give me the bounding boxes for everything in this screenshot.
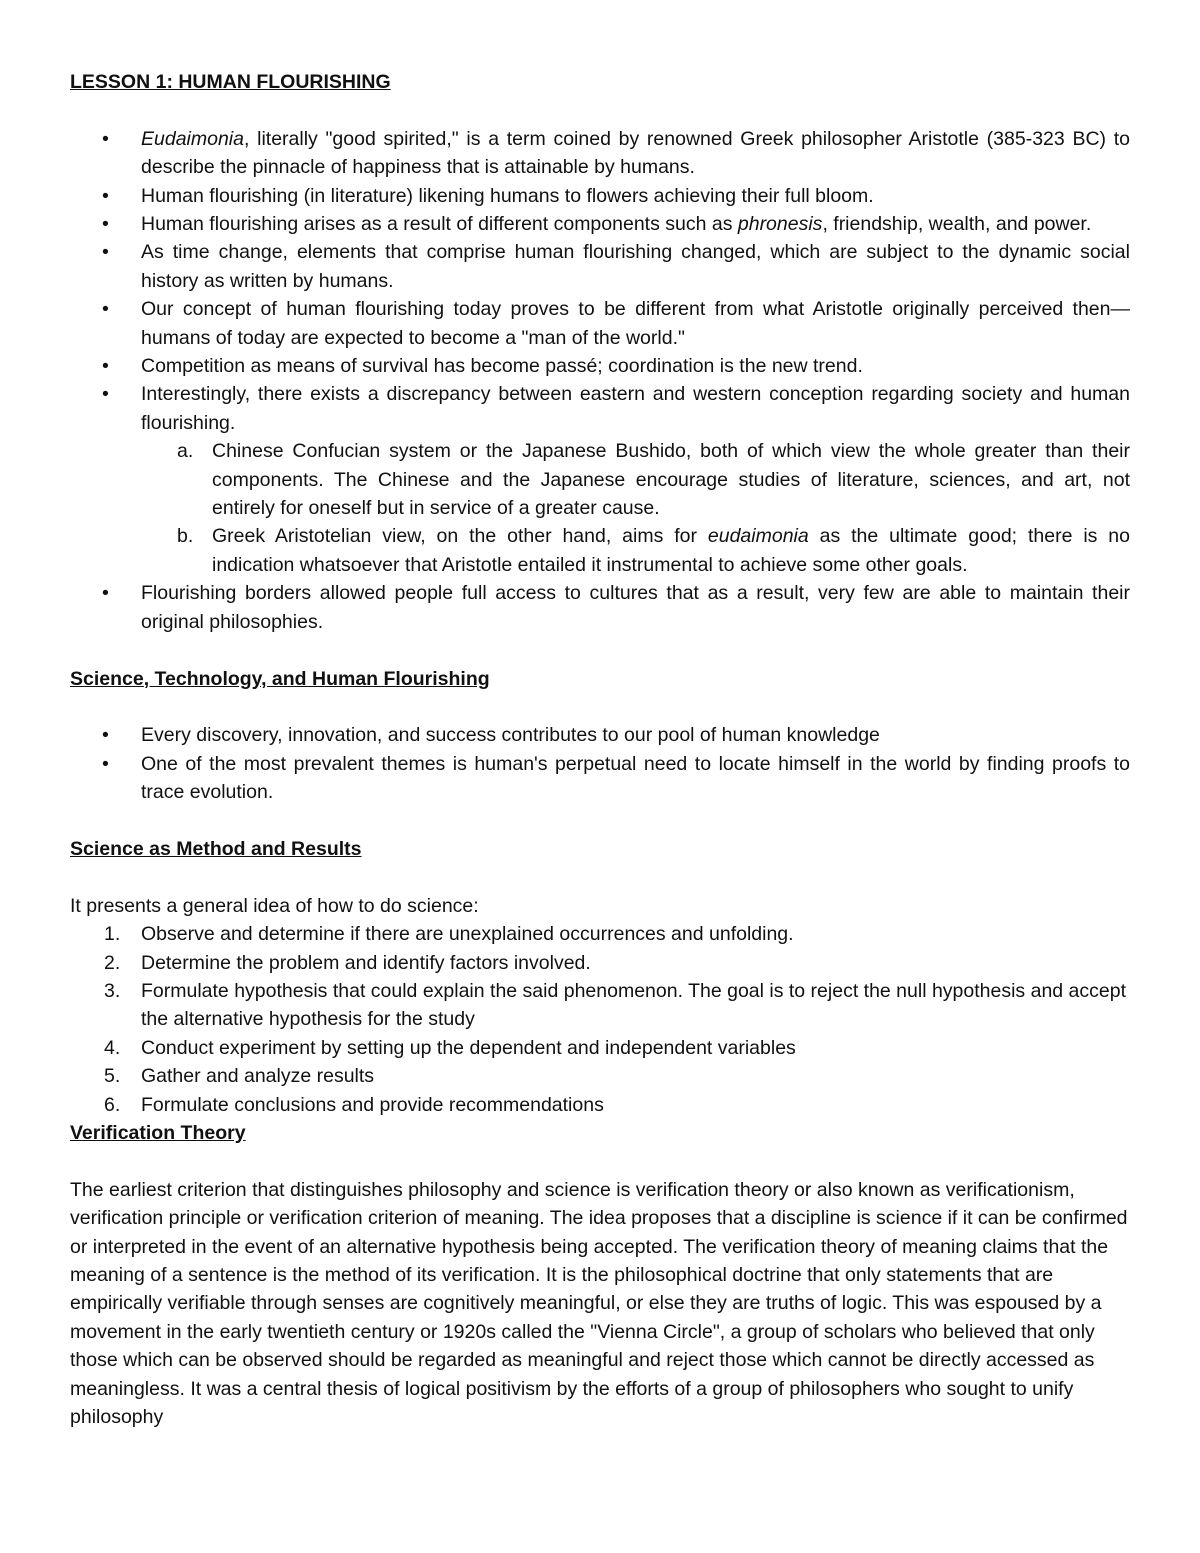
sub-list bbox=[141, 437, 1130, 579]
stf-bullet-list bbox=[70, 721, 1130, 806]
step-text: Conduct experiment by setting up the dependent and independent variables bbox=[141, 1036, 796, 1059]
list-item bbox=[70, 210, 1130, 238]
step-text: Formulate hypothesis that could explain the said phenomenon. The goal is to reject the null hypothesis and accept the alternative hypothesis for the study bbox=[141, 979, 1127, 1031]
numbered-item bbox=[70, 977, 1130, 1034]
sub-list-item bbox=[141, 522, 1130, 579]
bullet-text: Human flourishing arises as a result of different components such as bbox=[141, 213, 738, 236]
lesson-title: LESSON 1: HUMAN FLOURISHING bbox=[70, 71, 391, 93]
step-text: Formulate conclusions and provide recommendations bbox=[141, 1093, 604, 1116]
lesson-bullet-list bbox=[70, 125, 1130, 636]
term-eudaimonia: eudaimonia bbox=[707, 525, 809, 548]
method-steps-list bbox=[70, 920, 1130, 1119]
sub-item-text: Greek Aristotelian view, on the other hand, aims for bbox=[212, 525, 708, 548]
step-text: Gather and analyze results bbox=[141, 1065, 375, 1088]
list-marker: 1. bbox=[104, 923, 121, 946]
sub-list-item bbox=[141, 437, 1130, 522]
sub-item-text: as the ultimate good; there is no indication whatsoever that Aristotle entailed it instrumental to achieve some other goals. bbox=[212, 525, 1130, 576]
numbered-item bbox=[70, 1062, 1130, 1090]
section-heading-method: Science as Method and Results bbox=[70, 837, 362, 860]
list-item bbox=[70, 380, 1130, 579]
list-item bbox=[70, 125, 1130, 182]
list-item: • Human flourishing (in literature) likening humans to flowers achieving their full bloom. bbox=[70, 182, 1130, 210]
bullet-text: Interestingly, there exists a discrepancy between eastern and western conception regarding society and human flourishing. bbox=[141, 383, 1130, 434]
list-item: • Our concept of human flourishing today proves to be different from what Aristotle originally perceived then—humans of today are expected to become a "man of the world." bbox=[70, 295, 1130, 352]
list-marker: 2. bbox=[104, 951, 121, 974]
list-item: • One of the most prevalent themes is human's perpetual need to locate himself in the world by finding proofs to trace evolution. bbox=[70, 750, 1130, 807]
bullet-text: , friendship, wealth, and power. bbox=[822, 213, 1092, 236]
list-marker: 3. bbox=[104, 979, 121, 1002]
list-marker: 6. bbox=[104, 1093, 121, 1116]
numbered-item bbox=[70, 1091, 1130, 1119]
bullet-text: , literally "good spirited," is a term coined by renowned Greek philosopher Aristotle (385-323 BC) to describe the pinnacle of happiness that is attainable by humans. bbox=[141, 127, 1130, 179]
document-page bbox=[70, 68, 1130, 1431]
list-item: • Competition as means of survival has become passé; coordination is the new trend. bbox=[70, 352, 1130, 380]
term-phronesis: phronesis bbox=[737, 213, 823, 236]
list-marker: 4. bbox=[104, 1036, 121, 1059]
list-item: • Flourishing borders allowed people full access to cultures that as a result, very few are able to maintain their original philosophies. bbox=[70, 579, 1130, 636]
method-intro: It presents a general idea of how to do science: bbox=[70, 894, 479, 917]
list-item: • As time change, elements that comprise human flourishing changed, which are subject to the dynamic social history as written by humans. bbox=[70, 238, 1130, 295]
step-text: Determine the problem and identify factors involved. bbox=[141, 951, 591, 974]
term-eudaimonia: Eudaimonia bbox=[141, 127, 244, 150]
numbered-item bbox=[70, 1034, 1130, 1062]
section-heading-stf: Science, Technology, and Human Flourishing bbox=[70, 667, 490, 690]
numbered-item bbox=[70, 949, 1130, 977]
list-marker: 5. bbox=[104, 1065, 121, 1088]
step-text: Observe and determine if there are unexplained occurrences and unfolding. bbox=[141, 923, 794, 946]
list-item: • Every discovery, innovation, and success contributes to our pool of human knowledge bbox=[70, 721, 1130, 749]
verification-paragraph: The earliest criterion that distinguishes philosophy and science is verification theory or also known as verificationism, verification principle or verification criterion of meaning. The idea proposes that a discipline is science if it can be confirmed or interpreted in the event of an alternative hypothesis being accepted. The verification theory of meaning claims that the meaning of a sentence is the method of its verification. It is the philosophical doctrine that only statements that are empirically verifiable through senses are cognitively meaningful, or else they are truths of logic. This was espoused by a movement in the early twentieth century or 1920s called the "Vienna Circle", a group of scholars who believed that only those which can be observed should be regarded as meaningful and reject those which cannot be directly accessed as meaningless. It was a central thesis of logical positivism by the efforts of a group of philosophers who sought to unify philosophy bbox=[70, 1178, 1128, 1428]
list-marker: b. bbox=[177, 525, 194, 548]
numbered-item bbox=[70, 920, 1130, 948]
sub-item-text: Chinese Confucian system or the Japanese Bushido, both of which view the whole greater than their components. The Chinese and the Japanese encourage studies of literature, sciences, and art, not entirely for oneself but in service of a greater cause. bbox=[212, 440, 1130, 520]
list-marker: a. bbox=[177, 440, 194, 463]
section-heading-verification: Verification Theory bbox=[70, 1121, 246, 1144]
